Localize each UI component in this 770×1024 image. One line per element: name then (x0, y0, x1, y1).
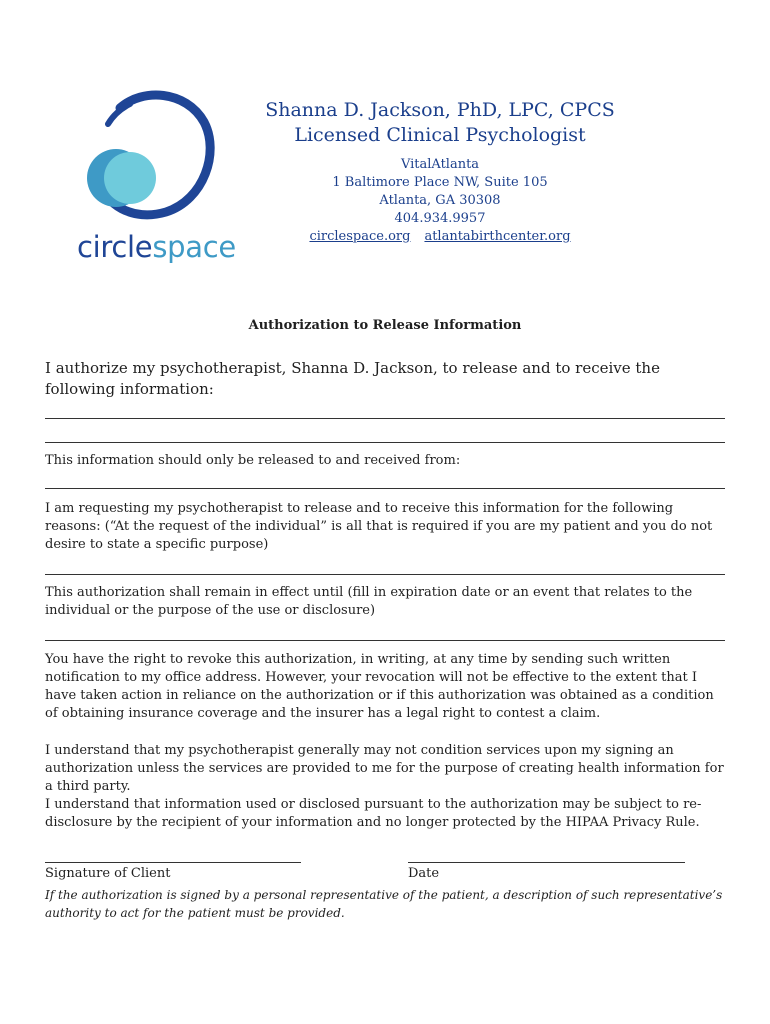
practitioner-name: Shanna D. Jackson, PhD, LPC, CPCS (265, 99, 615, 121)
revoke-paragraph: You have the right to revoke this authorization, in writing, at any time by sending such written notification to my office address. However, your revocation will not be effective to the extent that I have taken action in reliance on the authorization or if this authorization was obtained as a condition of obtaining insurance coverage and the insurer has a legal right to contest a claim. (45, 652, 714, 721)
expiration-paragraph: This authorization shall remain in effect until (fill in expiration date or an event that relates to the individual or the purpose of the use or disclosure) (45, 585, 693, 618)
condition-paragraph: I understand that my psychotherapist generally may not condition services upon my signing an authorization unless the services are provided to me for the purpose of creating health information for a third party. (45, 743, 724, 794)
website-links (260, 228, 620, 246)
released-from-label: This information should only be released to and received from: (45, 453, 461, 468)
practitioner-title: Licensed Clinical Psychologist (294, 124, 586, 146)
address-line-2: Atlanta, GA 30308 (379, 193, 501, 208)
representative-footnote: If the authorization is signed by a personal representative of the patient, a description of such representative’s authority to act for the patient must be provided. (45, 888, 723, 920)
expiration-line[interactable] (45, 640, 725, 641)
phone-number: 404.934.9957 (394, 211, 486, 226)
logo-wordmark (77, 230, 236, 264)
logo-word-space: space (152, 230, 236, 264)
address-line-1: 1 Baltimore Place NW, Suite 105 (332, 175, 548, 190)
released-from-line[interactable] (45, 488, 725, 489)
date-label: Date (408, 866, 440, 881)
reasons-paragraph: I am requesting my psychotherapist to release and to receive this information for the following reasons: (“At the request of the individual” is all that is required if you are my patient and you do not desire to state a specific purpose) (45, 501, 713, 552)
atlantabirthcenter-link[interactable]: atlantabirthcenter.org (424, 229, 571, 244)
information-line-2[interactable] (45, 442, 725, 443)
circlespace-logo (68, 80, 248, 280)
logo-word-circle: circle (77, 230, 153, 264)
reasons-line[interactable] (45, 574, 725, 575)
circlespace-link[interactable]: circlespace.org (309, 229, 411, 244)
date-line[interactable] (408, 862, 685, 863)
information-line-1[interactable] (45, 418, 725, 419)
letterhead (260, 98, 620, 246)
signature-line[interactable] (45, 862, 301, 863)
circle-logo-icon (68, 80, 248, 230)
document-title: Authorization to Release Information (248, 318, 522, 333)
organization: VitalAtlanta (400, 157, 480, 172)
intro-paragraph: I authorize my psychotherapist, Shanna D. Jackson, to release and to receive the following information: (45, 359, 660, 398)
signature-label: Signature of Client (45, 866, 171, 881)
redisclosure-paragraph: I understand that information used or disclosed pursuant to the authorization may be subject to re-disclosure by the recipient of your information and no longer protected by the HIPAA Privacy Rule. (45, 797, 702, 830)
